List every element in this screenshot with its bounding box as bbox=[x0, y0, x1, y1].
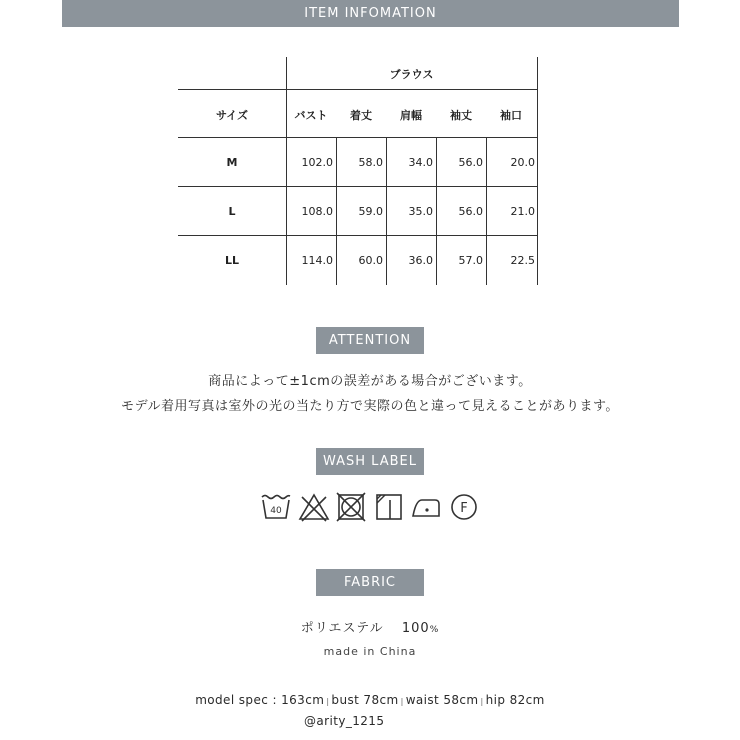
item-information-header bbox=[62, 0, 679, 27]
table-cell: 102.0 bbox=[301, 156, 333, 169]
model-spec-prefix: model spec : bbox=[195, 693, 282, 707]
wash-label-text: WASH LABEL bbox=[322, 454, 417, 469]
header-title: ITEM INFOMATION bbox=[304, 6, 437, 21]
no-tumble-dry-icon bbox=[335, 492, 367, 522]
table-cell: 21.0 bbox=[510, 205, 535, 218]
table-cell: 34.0 bbox=[408, 156, 433, 169]
table-cell: 57.0 bbox=[458, 254, 483, 267]
fabric-percent: 100 bbox=[401, 621, 430, 636]
wash-label bbox=[316, 448, 424, 475]
wash-40-icon bbox=[260, 492, 292, 522]
table-rule bbox=[178, 137, 538, 138]
dry-clean-letter: F bbox=[460, 501, 468, 516]
table-rule bbox=[178, 235, 538, 236]
table-cell: 60.0 bbox=[358, 254, 383, 267]
fabric-composition bbox=[0, 617, 740, 636]
table-rule bbox=[537, 57, 538, 285]
table-cell: 20.0 bbox=[510, 156, 535, 169]
row-size-m: M bbox=[226, 156, 238, 169]
model-height: 163cm bbox=[281, 693, 325, 707]
column-header-shoulder: 肩幅 bbox=[400, 109, 422, 122]
fabric-label bbox=[316, 569, 424, 596]
separator: | bbox=[480, 697, 484, 706]
table-cell: 35.0 bbox=[408, 205, 433, 218]
table-cell: 22.5 bbox=[510, 254, 535, 267]
model-hip: hip 82cm bbox=[485, 693, 545, 707]
wash-temp-text: 40 bbox=[270, 506, 282, 516]
column-header-cuff: 袖口 bbox=[500, 109, 522, 122]
table-cell: 114.0 bbox=[301, 254, 333, 267]
table-cell: 58.0 bbox=[358, 156, 383, 169]
attention-label bbox=[316, 327, 424, 354]
column-header-sleeve: 袖丈 bbox=[450, 109, 472, 122]
table-cell: 56.0 bbox=[458, 156, 483, 169]
model-waist: waist 58cm bbox=[405, 693, 479, 707]
table-rule bbox=[286, 57, 287, 285]
iron-low-icon bbox=[410, 492, 442, 522]
fabric-origin: made in China bbox=[323, 645, 417, 658]
no-bleach-icon bbox=[298, 492, 330, 522]
table-cell: 59.0 bbox=[358, 205, 383, 218]
attention-line-2: モデル着用写真は室外の光の当たり方で実際の色と違って見えることがあります。 bbox=[121, 399, 619, 414]
wash-icons bbox=[260, 489, 480, 525]
fabric-percent-sign: % bbox=[429, 625, 440, 635]
table-cell: 56.0 bbox=[458, 205, 483, 218]
table-cell: 36.0 bbox=[408, 254, 433, 267]
table-rule bbox=[178, 186, 538, 187]
separator: | bbox=[326, 697, 330, 706]
table-category: ブラウス bbox=[389, 68, 434, 81]
row-size-l: L bbox=[228, 205, 236, 218]
model-bust: bust 78cm bbox=[331, 693, 399, 707]
dry-clean-f-icon bbox=[448, 492, 480, 522]
model-account: @arity_1215 bbox=[304, 714, 385, 728]
separator: | bbox=[400, 697, 404, 706]
attention-label-text: ATTENTION bbox=[328, 333, 412, 348]
line-dry-shade-icon bbox=[373, 492, 405, 522]
table-rule bbox=[178, 89, 538, 90]
fabric-material: ポリエステル bbox=[300, 621, 384, 636]
size-table bbox=[178, 57, 538, 285]
table-cell: 108.0 bbox=[301, 205, 333, 218]
attention-line-1: 商品によって±1cmの誤差がある場合がございます。 bbox=[208, 374, 532, 389]
row-size-ll: LL bbox=[224, 254, 240, 267]
column-header-bust: バスト bbox=[294, 109, 328, 122]
column-header-size: サイズ bbox=[215, 109, 249, 122]
model-spec bbox=[0, 693, 740, 707]
fabric-label-text: FABRIC bbox=[343, 575, 397, 590]
column-header-length: 着丈 bbox=[350, 109, 372, 122]
